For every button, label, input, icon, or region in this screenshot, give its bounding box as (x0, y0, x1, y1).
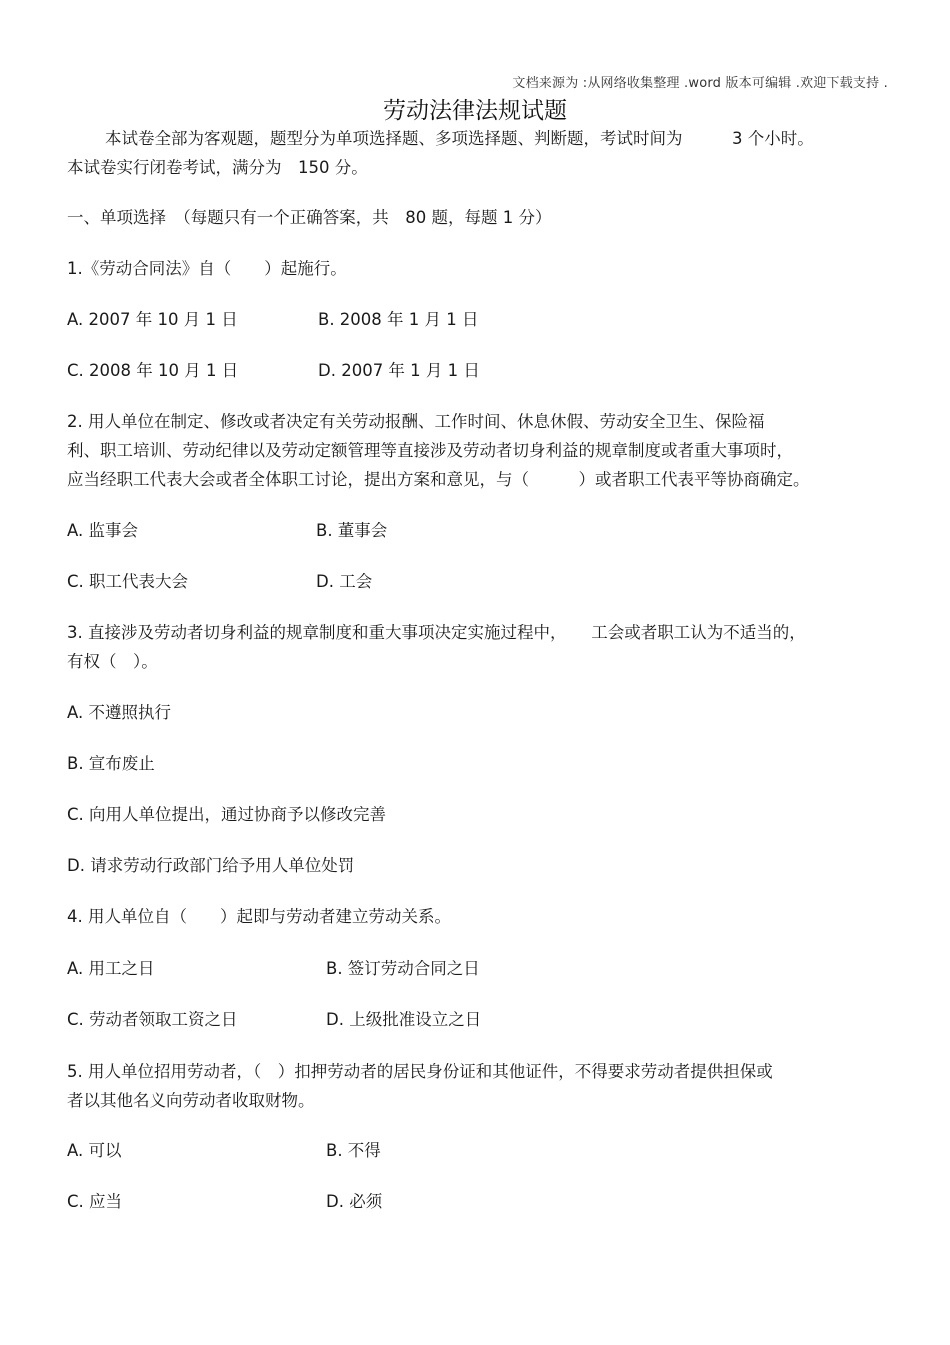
question-2-stem-line-2: 利、职工培训、劳动纪律以及劳动定额管理等直接涉及劳动者切身利益的规章制度或者重大事项时， (67, 441, 793, 460)
question-5-stem-line-2: 者以其他名义向劳动者收取财物。 (67, 1091, 315, 1110)
question-1-stem: 1.《劳动合同法》自（ ）起施行。 (67, 259, 347, 278)
question-3-option-a: A. 不遵照执行 (67, 703, 171, 722)
question-5-stem-line-1: 5. 用人单位招用劳动者，（ ）扣押劳动者的居民身份证和其他证件，不得要求劳动者提供担保或 (67, 1062, 773, 1081)
question-1-option-a: A. 2007 年 10 月 1 日 (67, 310, 238, 329)
question-1-options-row-2 (67, 356, 238, 386)
question-4-option-c: C. 劳动者领取工资之日 (67, 1010, 238, 1029)
question-3-stem-line-1: 3. 直接涉及劳动者切身利益的规章制度和重大事项决定实施过程中， 工会或者职工认为不适当的， (67, 623, 806, 642)
question-4-stem: 4. 用人单位自（ ）起即与劳动者建立劳动关系。 (67, 907, 451, 926)
question-1-options-row-1 (67, 305, 238, 335)
question-5-option-b: B. 不得 (326, 1141, 381, 1160)
question-3-stem-line-2: 有权（ ）。 (67, 652, 158, 671)
document-title: 劳动法律法规试题 (383, 98, 567, 124)
question-2-option-a: A. 监事会 (67, 521, 138, 540)
intro-line-2: 本试卷实行闭卷考试，满分为 150 分。 (67, 158, 368, 177)
question-2-option-c: C. 职工代表大会 (67, 572, 189, 591)
intro-line-1: 本试卷全部为客观题，题型分为单项选择题、多项选择题、判断题，考试时间为 3 个小时。 (105, 129, 814, 148)
section-heading: 一、单项选择 （每题只有一个正确答案，共 80 题，每题 1 分） (67, 208, 552, 227)
question-3-option-d: D. 请求劳动行政部门给予用人单位处罚 (67, 856, 355, 875)
question-5-option-d: D. 必须 (326, 1192, 383, 1211)
header-note: 文档来源为 :从网络收集整理 .word 版本可编辑 .欢迎下载支持 . (512, 76, 888, 91)
question-2-option-b: B. 董事会 (316, 521, 388, 540)
question-2-stem-line-3: 应当经职工代表大会或者全体职工讨论，提出方案和意见，与（ ）或者职工代表平等协商确定。 (67, 470, 810, 489)
question-2-option-d: D. 工会 (316, 572, 373, 591)
question-1-option-b: B. 2008 年 1 月 1 日 (318, 310, 479, 329)
question-3-option-c: C. 向用人单位提出，通过协商予以修改完善 (67, 805, 387, 824)
question-4-option-b: B. 签订劳动合同之日 (326, 959, 480, 978)
question-4-option-d: D. 上级批准设立之日 (326, 1010, 482, 1029)
question-5-option-a: A. 可以 (67, 1141, 122, 1160)
question-5-option-c: C. 应当 (67, 1192, 123, 1211)
question-1-option-d: D. 2007 年 1 月 1 日 (318, 361, 480, 380)
question-1-option-c: C. 2008 年 10 月 1 日 (67, 361, 239, 380)
question-2-stem-line-1: 2. 用人单位在制定、修改或者决定有关劳动报酬、工作时间、休息休假、劳动安全卫生、保险福 (67, 412, 765, 431)
question-4-option-a: A. 用工之日 (67, 959, 155, 978)
question-3-option-b: B. 宣布废止 (67, 754, 155, 773)
